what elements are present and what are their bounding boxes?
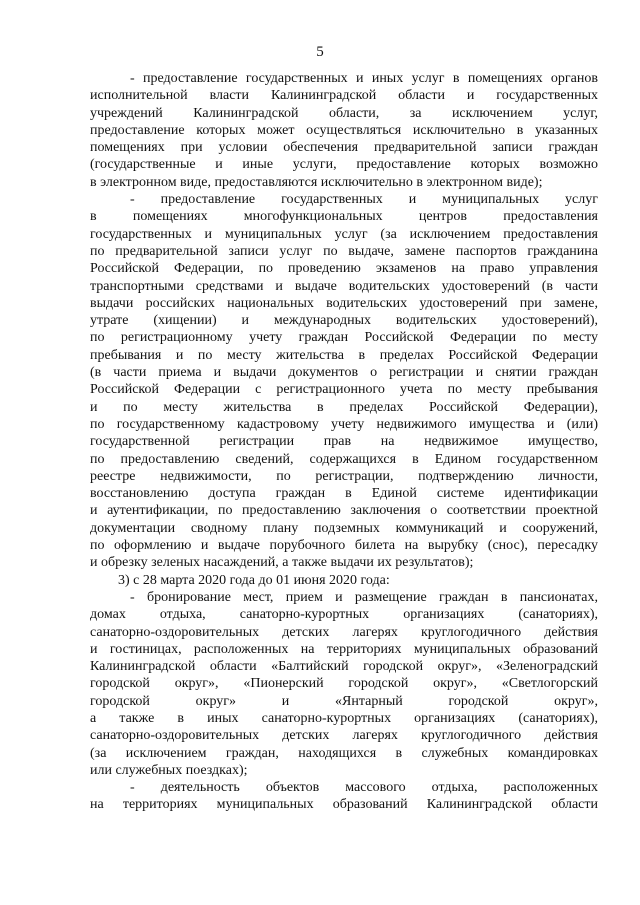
text-line: - бронирование мест, прием и размещение граждан в пансионатах,	[130, 589, 598, 605]
text-line: государственной регистрации прав на недвижимое имущество,	[90, 434, 598, 450]
text-line: предоставление которых может осуществляться исключительно в указанных	[90, 122, 598, 138]
text-line: государственных и муниципальных услуг (за исключением предоставления	[90, 226, 598, 242]
text-line: домах отдыха, санаторно-курортных организациях (санаториях),	[90, 607, 598, 623]
text-line: в электронном виде, предоставляются исключительно в электронном виде);	[90, 174, 543, 190]
text-line: документации сводному плану подземных коммуникаций и сооружений,	[90, 520, 598, 536]
text-line: 3) с 28 марта 2020 года до 01 июня 2020 года:	[118, 572, 390, 588]
text-line: выдачи российских национальных водительских удостоверений при замене,	[90, 295, 598, 311]
text-line: и по месту жительства в пределах Российской Федерации),	[90, 399, 598, 415]
text-line: или служебных поездках);	[90, 762, 248, 778]
text-line: утрате (хищении) и международных водительских удостоверений),	[90, 313, 598, 329]
text-line: и обрезку зеленых насаждений, а также выдачи их результатов);	[90, 555, 474, 571]
document-body	[90, 70, 598, 814]
text-line: - предоставление государственных и иных услуг в помещениях органов	[130, 71, 598, 86]
text-line: по оформлению и выдаче порубочного билета на вырубку (снос), пересадку	[90, 538, 598, 554]
text-line: по предварительной записи услуг по выдаче, замене паспортов гражданина	[90, 243, 598, 259]
text-line: в помещениях многофункциональных центров предоставления	[90, 209, 598, 225]
text-line: а также в иных санаторно-курортных организациях (санаториях),	[90, 710, 598, 726]
text-line: (в части приема и выдачи документов о регистрации и снятии граждан	[90, 365, 598, 381]
text-line: по регистрационному учету граждан Российской Федерации по месту	[90, 330, 598, 346]
text-line: восстановлению доступа граждан в Единой системе идентификации	[90, 486, 598, 502]
text-line: санаторно-оздоровительных детских лагерях круглогодичного действия	[90, 624, 598, 640]
text-line: - деятельность объектов массового отдыха, расположенных	[130, 780, 598, 796]
text-line: по государственному кадастровому учету недвижимого имущества и (или)	[90, 416, 598, 432]
text-line: на территориях муниципальных образований Калининградской области	[90, 797, 598, 813]
text-line: городской округ», «Пионерский городской округ», «Светлогорский	[90, 676, 598, 692]
text-line: Российской Федерации с регистрационного учета по месту пребывания	[90, 382, 598, 398]
text-line: помещениях при условии обеспечения предварительной записи граждан	[90, 140, 598, 156]
text-line: учреждений Калининградской области, за исключением услуг,	[90, 105, 598, 121]
text-line: реестре недвижимости, по регистрации, подтверждению личности,	[90, 468, 598, 484]
text-line: (за исключением граждан, находящихся в служебных командировках	[90, 745, 598, 761]
text-line: исполнительной власти Калининградской области и государственных	[90, 88, 598, 104]
text-line: Калининградской области «Балтийский городской округ», «Зеленоградский	[90, 659, 598, 675]
text-line: - предоставление государственных и муниципальных услуг	[130, 192, 598, 208]
text-line: (государственные и иные услуги, предоставление которых возможно	[90, 157, 598, 173]
text-line: пребывания и по месту жительства в пределах Российской Федерации	[90, 347, 598, 363]
text-line: транспортными средствами и выдаче водительских удостоверений (в части	[90, 278, 598, 294]
text-line: Российской Федерации, по проведению экзаменов на право управления	[90, 261, 598, 277]
text-line: и аутентификации, по предоставлению заключения о соответствии проектной	[90, 503, 598, 519]
text-line: по предоставлению сведений, содержащихся в Едином государственном	[90, 451, 598, 467]
text-line: и гостиницах, расположенных на территориях муниципальных образований	[90, 641, 598, 657]
text-line: городской округ» и «Янтарный городской округ»,	[90, 693, 598, 709]
text-line: санаторно-оздоровительных детских лагерях круглогодичного действия	[90, 728, 598, 744]
page-number: 5	[316, 44, 324, 60]
